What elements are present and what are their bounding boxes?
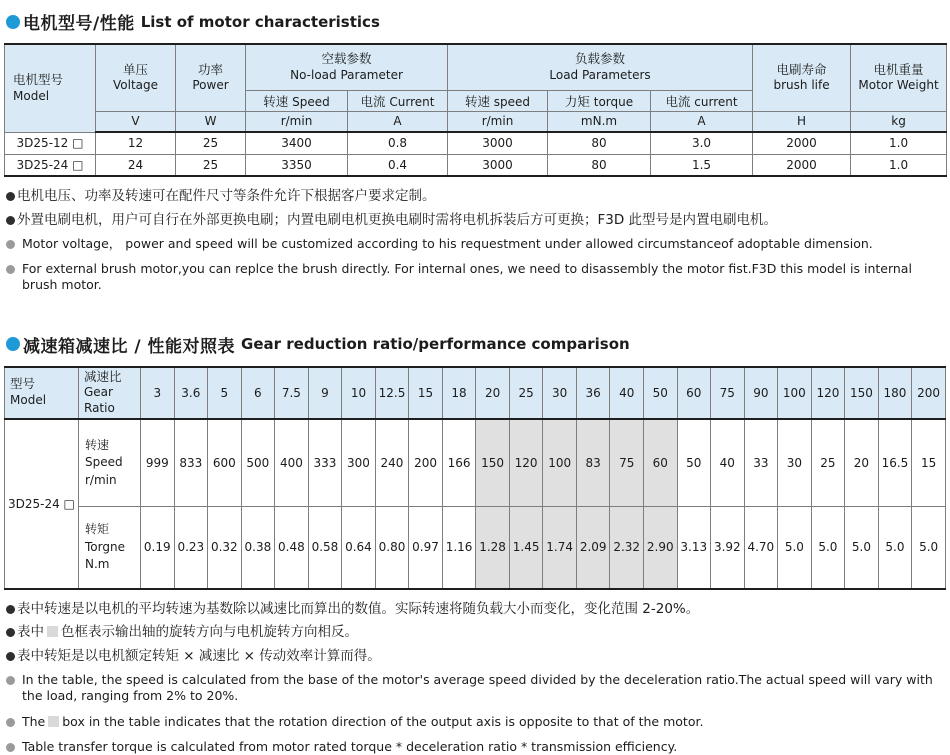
motor-notes-list [6, 188, 946, 294]
note-item [6, 236, 946, 252]
bullet-icon [6, 676, 15, 685]
value-cell: 30 [778, 419, 812, 507]
brush-life-header-en: brush life [773, 78, 830, 93]
note-item [6, 188, 946, 205]
value-cell: 200 [409, 419, 443, 507]
value-cell: 20 [845, 419, 879, 507]
value-cell: 1.5 [651, 154, 753, 176]
ratio-header-cell: 5 [208, 367, 242, 419]
gear-model-column-header [5, 367, 79, 419]
section1-title-zh: 电机型号/性能 [23, 14, 135, 34]
gear-notes-list [6, 601, 946, 755]
bullet-icon [6, 743, 15, 752]
value-cell: 1.28 [476, 507, 510, 589]
section1-title-en: List of motor characteristics [140, 12, 380, 31]
ratio-header-cell: 25 [509, 367, 543, 419]
value-cell: 5.0 [778, 507, 812, 589]
note-text: 电机电压、功率及转速可在配件尺寸等条件允许下根据客户要求定制。 [17, 188, 436, 204]
load-speed-unit: r/min [448, 111, 548, 132]
note-item [6, 714, 946, 730]
value-cell: 833 [174, 419, 208, 507]
value-cell: 50 [677, 419, 711, 507]
note-item [6, 601, 946, 618]
load-torque-header: 力矩 torque [548, 90, 651, 111]
value-cell: 1.0 [851, 154, 947, 176]
section2-title-en: Gear reduction ratio/performance comparison [241, 335, 630, 353]
value-cell: 3000 [448, 132, 548, 154]
section2-title [6, 332, 946, 357]
ratio-header-cell: 180 [878, 367, 912, 419]
brush-life-unit: H [753, 111, 851, 132]
value-cell: 240 [375, 419, 409, 507]
ratio-header-cell: 7.5 [275, 367, 309, 419]
motor-characteristics-table [4, 43, 947, 177]
ratio-header-cell: 120 [811, 367, 845, 419]
value-cell: 1.0 [851, 132, 947, 154]
gray-box-icon [47, 626, 58, 637]
voltage-unit: V [96, 111, 176, 132]
value-cell: 25 [811, 419, 845, 507]
value-cell: 2.32 [610, 507, 644, 589]
voltage-column-header [96, 44, 176, 111]
value-cell: 999 [141, 419, 175, 507]
model-header-en: Model [13, 88, 50, 103]
ratio-header-cell: 12.5 [375, 367, 409, 419]
note-text: 表中 色框表示输出轴的旋转方向与电机旋转方向相反。 [17, 624, 358, 641]
value-cell: 600 [208, 419, 242, 507]
weight-unit: kg [851, 111, 947, 132]
gear-model-header-zh: 型号 [10, 376, 36, 392]
value-cell: 1.74 [543, 507, 577, 589]
note-text: 表中转矩是以电机额定转矩 × 减速比 × 传动效率计算而得。 [17, 648, 381, 665]
blue-dot-icon [6, 337, 20, 351]
value-cell: 300 [342, 419, 376, 507]
gray-box-icon [48, 716, 59, 727]
gear-table-row [5, 419, 946, 507]
weight-header-zh: 电机重量 [873, 61, 924, 77]
brush-life-column-header [753, 44, 851, 111]
ratio-header-cell: 10 [342, 367, 376, 419]
value-cell: 3400 [246, 132, 348, 154]
value-cell: 3.92 [711, 507, 745, 589]
power-header-zh: 功率 [197, 61, 223, 77]
row-label-unit: r/min [85, 472, 117, 487]
value-cell: 2.90 [643, 507, 677, 589]
value-cell: 150 [476, 419, 510, 507]
weight-column-header [851, 44, 947, 111]
value-cell: 2000 [753, 132, 851, 154]
note-item [6, 739, 946, 755]
note-item [6, 672, 946, 705]
bullet-icon [6, 216, 15, 225]
value-cell: 33 [744, 419, 778, 507]
bullet-icon [6, 718, 15, 727]
value-cell: 0.97 [409, 507, 443, 589]
ratio-header-cell: 150 [845, 367, 879, 419]
note-text: 外置电刷电机，用户可自行在外部更换电刷；内置电刷电机更换电刷时需将电机拆装后方可更换；F3D 此型号是内置电刷电机。 [17, 211, 778, 228]
ratio-header-cell: 18 [442, 367, 476, 419]
section2-title-zh: 减速箱减速比 / 性能对照表 [23, 336, 236, 357]
note-item [6, 212, 946, 229]
value-cell: 15 [912, 419, 946, 507]
no-load-current-header: 电流 Current [348, 90, 448, 111]
no-load-speed-header: 转速 Speed [246, 90, 348, 111]
note-text: Table transfer torque is calculated from motor rated torque * deceleration ratio * transmission efficiency. [22, 738, 678, 754]
row-label-cell [79, 419, 141, 507]
gear-ratio-header-en: Gear Ratio [84, 385, 115, 415]
weight-header-en: Motor Weight [858, 78, 939, 93]
row-label-cell [79, 507, 141, 589]
load-torque-unit: mN.m [548, 111, 651, 132]
value-cell: 5.0 [845, 507, 879, 589]
note-text: 表中转速是以电机的平均转速为基数除以减速比而算出的数值。实际转速将随负载大小而变化，变化范围 2-20%。 [17, 600, 700, 617]
row-label-zh: 转速 [85, 437, 110, 452]
row-label-en: Speed [85, 455, 123, 470]
gear-header-row [5, 367, 946, 419]
value-cell: 83 [576, 419, 610, 507]
gear-reduction-table [4, 366, 946, 590]
value-cell: 0.4 [348, 154, 448, 176]
blue-dot-icon [6, 15, 20, 29]
load-group-header [448, 44, 753, 90]
value-cell: 3.0 [651, 132, 753, 154]
value-cell: 0.64 [342, 507, 376, 589]
motor-table-row [5, 154, 947, 176]
value-cell: 16.5 [878, 419, 912, 507]
motor-units-row [5, 111, 947, 132]
value-cell: 0.23 [174, 507, 208, 589]
bullet-icon [6, 240, 15, 249]
bullet-icon [6, 192, 15, 201]
bullet-icon [6, 605, 15, 614]
ratio-header-cell: 75 [711, 367, 745, 419]
value-cell: 1.16 [442, 507, 476, 589]
value-cell: 0.38 [241, 507, 275, 589]
load-speed-header: 转速 speed [448, 90, 548, 111]
voltage-header-en: Voltage [112, 78, 158, 93]
note-text: The box in the table indicates that the rotation direction of the output axis is opposite to that of the motor. [22, 713, 704, 729]
note-text: In the table, the speed is calculated from the base of the motor's average speed divided by the deceleration ratio.The actual speed will vary with the load, ranging from 2% to 20%. [22, 672, 933, 704]
value-cell: 120 [509, 419, 543, 507]
power-unit: W [176, 111, 246, 132]
note-text: For external brush motor,you can replce the brush directly. For internal ones, we need to disassembly the motor fist.F3D this model is internal brush motor. [22, 261, 912, 293]
ratio-header-cell: 50 [643, 367, 677, 419]
ratio-header-cell: 90 [744, 367, 778, 419]
value-cell: 5.0 [811, 507, 845, 589]
bullet-icon [6, 652, 15, 661]
ratio-header-cell: 30 [543, 367, 577, 419]
value-cell: 12 [96, 132, 176, 154]
load-header-zh: 负载参数 [575, 51, 626, 67]
no-load-header-zh: 空载参数 [321, 51, 372, 67]
value-cell: 100 [543, 419, 577, 507]
no-load-header-en: No-load Parameter [290, 67, 403, 82]
row-label-zh: 转矩 [85, 522, 110, 537]
value-cell: 2000 [753, 154, 851, 176]
value-cell: 0.80 [375, 507, 409, 589]
value-cell: 60 [643, 419, 677, 507]
value-cell: 24 [96, 154, 176, 176]
value-cell: 0.58 [308, 507, 342, 589]
gear-model-header-en: Model [10, 393, 47, 408]
load-current-unit: A [651, 111, 753, 132]
value-cell: 4.70 [744, 507, 778, 589]
model-header-zh: 电机型号 [13, 72, 64, 88]
value-cell: 75 [610, 419, 644, 507]
ratio-header-cell: 20 [476, 367, 510, 419]
value-cell: 3.13 [677, 507, 711, 589]
ratio-header-cell: 40 [610, 367, 644, 419]
ratio-header-cell: 15 [409, 367, 443, 419]
value-cell: 0.8 [348, 132, 448, 154]
load-current-header: 电流 current [651, 90, 753, 111]
value-cell: 2.09 [576, 507, 610, 589]
ratio-header-cell: 100 [778, 367, 812, 419]
note-item [6, 261, 946, 294]
value-cell: 333 [308, 419, 342, 507]
no-load-group-header [246, 44, 448, 90]
value-cell: 1.45 [509, 507, 543, 589]
value-cell: 25 [176, 154, 246, 176]
no-load-speed-unit: r/min [246, 111, 348, 132]
model-cell: 3D25-12 □ [5, 132, 96, 154]
value-cell: 400 [275, 419, 309, 507]
no-load-current-unit: A [348, 111, 448, 132]
value-cell: 40 [711, 419, 745, 507]
brush-life-header-zh: 电刷寿命 [776, 61, 827, 77]
motor-header-group-row [5, 44, 947, 90]
note-text: Motor voltage， power and speed will be customized according to his requestment under allowed circumstanceof adoptable dimension. [22, 235, 873, 251]
note-item [6, 648, 946, 665]
ratio-header-cell: 6 [241, 367, 275, 419]
power-column-header [176, 44, 246, 111]
motor-table-row [5, 132, 947, 154]
load-header-en: Load Parameters [549, 67, 651, 82]
ratio-header-cell: 3 [141, 367, 175, 419]
row-label-unit: N.m [85, 557, 110, 571]
value-cell: 3350 [246, 154, 348, 176]
row-label-en: Torgne [85, 539, 125, 554]
ratio-header-cell: 3.6 [174, 367, 208, 419]
value-cell: 166 [442, 419, 476, 507]
ratio-header-cell: 9 [308, 367, 342, 419]
value-cell: 0.19 [141, 507, 175, 589]
gear-table-row [5, 507, 946, 589]
section1-title [6, 9, 946, 34]
value-cell: 25 [176, 132, 246, 154]
model-column-header [5, 44, 96, 132]
value-cell: 5.0 [912, 507, 946, 589]
value-cell: 500 [241, 419, 275, 507]
value-cell: 80 [548, 154, 651, 176]
bullet-icon [6, 628, 15, 637]
gear-ratio-column-header [79, 367, 141, 419]
ratio-header-cell: 36 [576, 367, 610, 419]
gear-model-cell: 3D25-24 □ [5, 419, 79, 589]
ratio-header-cell: 60 [677, 367, 711, 419]
ratio-header-cell: 200 [912, 367, 946, 419]
power-header-en: Power [192, 78, 229, 93]
value-cell: 0.32 [208, 507, 242, 589]
bullet-icon [6, 265, 15, 274]
model-cell: 3D25-24 □ [5, 154, 96, 176]
note-item [6, 624, 946, 641]
value-cell: 5.0 [878, 507, 912, 589]
value-cell: 3000 [448, 154, 548, 176]
value-cell: 80 [548, 132, 651, 154]
voltage-header-zh: 单压 [122, 61, 148, 77]
gear-ratio-header-zh: 减速比 [84, 368, 122, 384]
value-cell: 0.48 [275, 507, 309, 589]
